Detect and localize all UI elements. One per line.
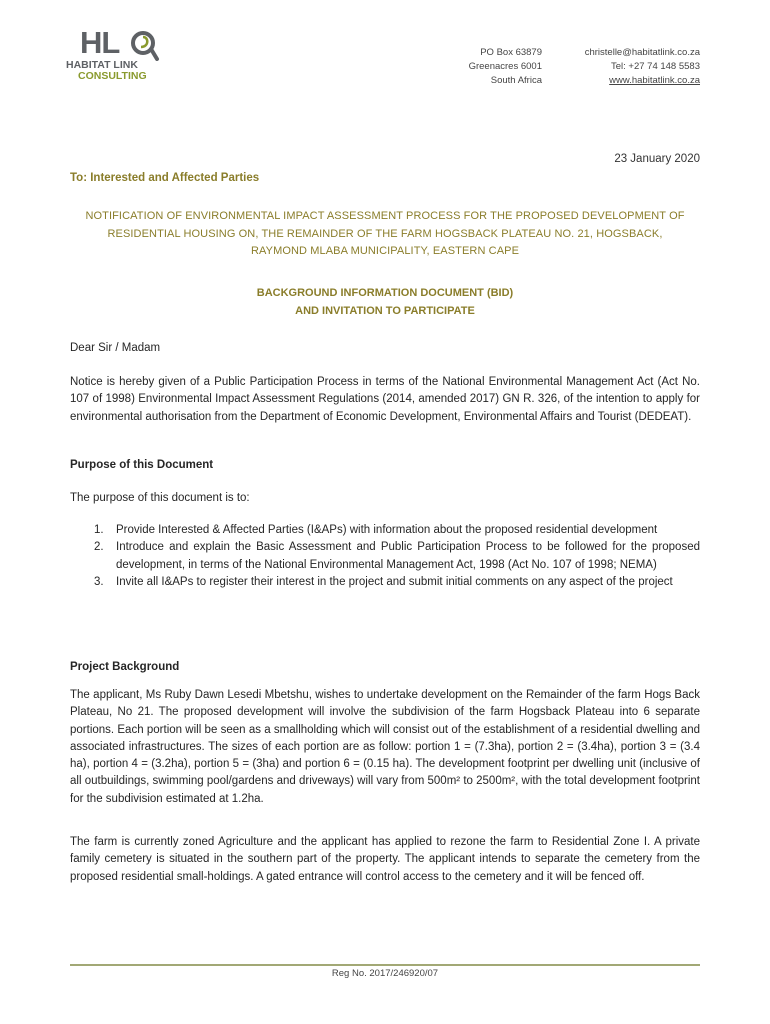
logo-monogram: HL (80, 25, 120, 60)
background-paragraph-1: The applicant, Ms Ruby Dawn Lesedi Mbetshu, wishes to undertake development on the Remainder of the farm Hogs Back Plateau, No 21. The proposed development will involve the subdivision of the farm Hogsback Plateau into 6 separate portions. Each portion will be seen as a smallholding which will consist out of the establishment of a residential dwelling and associated infrastructures. The sizes of each portion are as follow: portion 1 = (7.3ha), portion 2 = (3.4ha), portion 3 = (3.4 ha), portion 4 = (3.2ha), portion 5 = (3ha) and portion 6 = (0.15 ha). The development footprint per dwelling unit (inclusive of all outbuildings, swimming pool/gardens and driveways) will vary from 500m² to 2500m², with the total development footprint for the subdivision estimated at 1.2ha. (70, 689, 700, 805)
list-item (70, 574, 700, 591)
address-line: South Africa (490, 75, 542, 86)
list-number: 3. (94, 575, 104, 588)
notification-line: RESIDENTIAL HOUSING ON, THE REMAINDER OF THE FARM HOGSBACK PLATEAU NO. 21, HOGSBACK, (107, 227, 663, 240)
bid-title (64, 284, 706, 320)
notice-paragraph: Notice is hereby given of a Public Participation Process in terms of the National Environmental Management Act (Act No. 107 of 1998) Environmental Impact Assessment Regulations (2014, amended 2017) GN R. 326, of the intention to apply for environmental authorisation from the Department of Economic Development, Environmental Affairs and Tourist (DEDEAT). (70, 376, 700, 423)
purpose-heading: Purpose of this Document (70, 459, 214, 471)
logo-line-habitat-link: HABITAT LINK (66, 59, 138, 71)
letter-date: 23 January 2020 (614, 153, 700, 165)
salutation: Dear Sir / Madam (70, 342, 161, 354)
list-item-text: Invite all I&APs to register their interest in the project and submit initial comments on any aspect of the project (116, 575, 673, 588)
website-link[interactable]: www.habitatlink.co.za (609, 75, 700, 86)
list-number: 1. (94, 524, 104, 536)
telephone: Tel: +27 74 148 5583 (610, 61, 700, 72)
bid-title-line: AND INVITATION TO PARTICIPATE (295, 305, 475, 317)
list-item (70, 522, 700, 539)
address-line: PO Box 63879 (480, 47, 542, 58)
background-heading: Project Background (70, 661, 180, 673)
footer-divider (70, 964, 700, 966)
purpose-list (70, 522, 700, 591)
registration-number: Reg No. 2017/246920/07 (331, 968, 439, 979)
habitat-link-logo (66, 26, 166, 86)
list-number: 2. (94, 541, 104, 554)
purpose-intro: The purpose of this document is to: (70, 492, 250, 504)
recipient-line: To: Interested and Affected Parties (70, 172, 260, 184)
background-paragraph-2: The farm is currently zoned Agriculture and the applicant has applied to rezone the farm to Residential Zone I. A private family cemetery is situated in the southern part of the property. The applicant intends to separate the cemetery from the proposed residential small-holdings. A gated entrance will control access to the cemetery and it will be fenced off. (70, 836, 700, 883)
bid-title-line: BACKGROUND INFORMATION DOCUMENT (BID) (256, 287, 514, 299)
list-item-text: Provide Interested & Affected Parties (I&APs) with information about the proposed residential development (116, 524, 658, 536)
logo-swirl-icon (129, 29, 161, 61)
address-line: Greenacres 6001 (468, 61, 542, 72)
list-item-text: Introduce and explain the Basic Assessment and Public Participation Process to be followed for the proposed development, in terms of the National Environmental Management Act, 1998 (Act No. 107 of 1998; NEMA) (116, 541, 700, 571)
logo-line-consulting: CONSULTING (78, 70, 147, 82)
notification-line: NOTIFICATION OF ENVIRONMENTAL IMPACT ASSESSMENT PROCESS FOR THE PROPOSED DEVELOPMENT OF (85, 210, 685, 222)
email-link[interactable]: christelle@habitatlink.co.za (584, 47, 700, 58)
notification-title (64, 208, 706, 261)
contact-details (585, 46, 700, 88)
postal-address (469, 46, 542, 88)
notification-line: RAYMOND MLABA MUNICIPALITY, EASTERN CAPE (250, 245, 520, 257)
list-item (70, 539, 700, 574)
